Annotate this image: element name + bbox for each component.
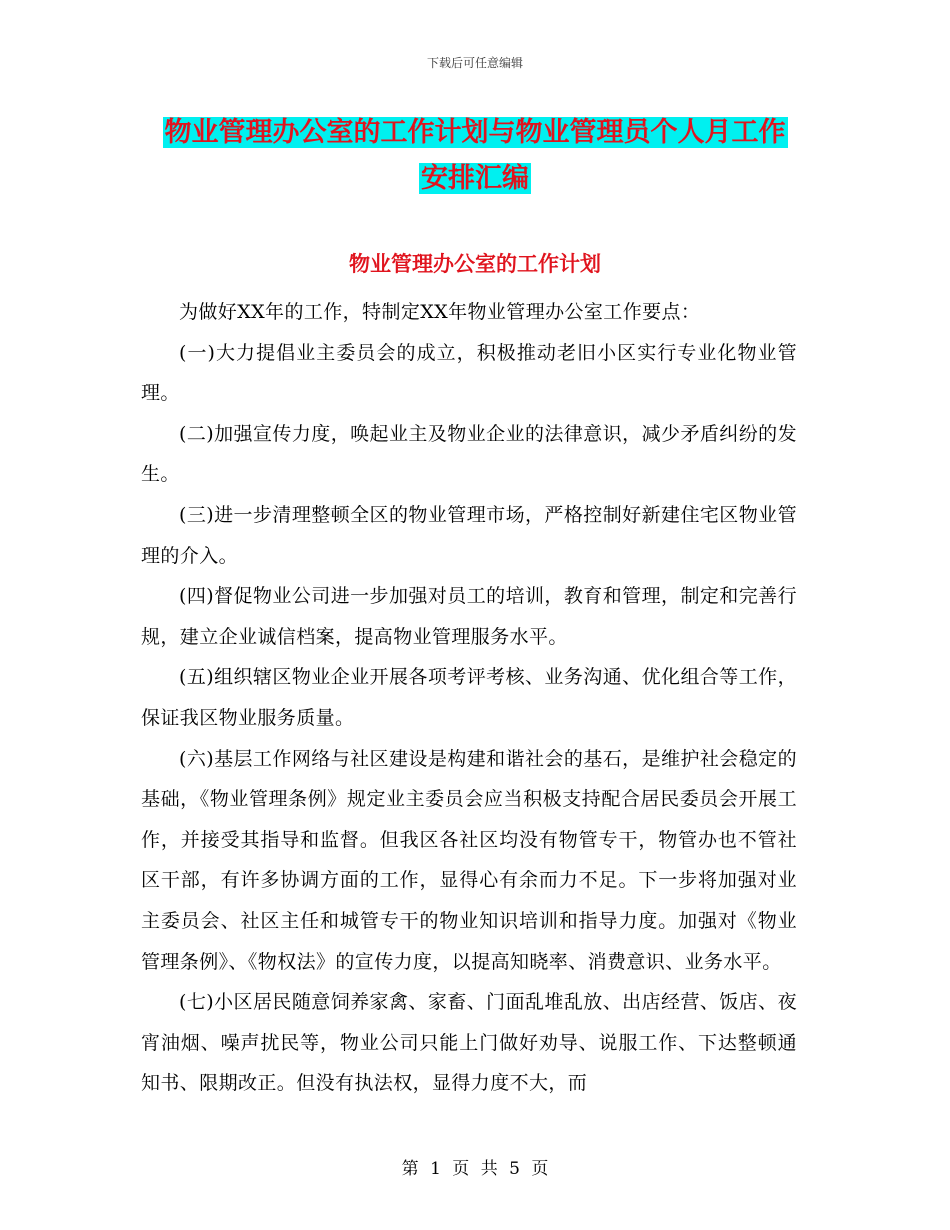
paragraph: (一)大力提倡业主委员会的成立，积极推动老旧小区实行专业化物业管理。 [141,341,797,405]
document-title-line-2: 安排汇编 [421,163,529,194]
paragraph: (六)基层工作网络与社区建设是构建和谐社会的基石，是维护社会稳定的基础，《物业管理条例》规定业主委员会应当积极支持配合居民委员会开展工作，并接受其指导和监督。但我区各社区均没有物管专干，物管办也不管社区干部，有许多协调方面的工作，显得心有余而力不足。下一步将加强对业主委员会、社区主任和城管专干的物业知识培训和指导力度。加强对《物业管理条例》、《物权法》的宣传力度，以提高知晓率、消费意识、业务水平。 [141,747,797,973]
document-title-line-1: 物业管理办公室的工作计划与物业管理员个人月工作 [164,117,786,148]
document-title [140,110,810,202]
section-title: 物业管理办公室的工作计划 [349,251,601,276]
page-number-footer: 第 1 页 共 5 页 [401,1159,549,1179]
page-header-note: 下载后可任意编辑 [426,56,523,70]
body-text [141,292,797,1104]
paragraph: (五)组织辖区物业企业开展各项考评考核、业务沟通、优化组合等工作，保证我区物业服务质量。 [141,666,797,729]
paragraph: (七)小区居民随意饲养家禽、家畜、门面乱堆乱放、出店经营、饭店、夜宵油烟、噪声扰民等，物业公司只能上门做好劝导、说服工作、下达整顿通知书、限期改正。但没有执法权，显得力度不大，而 [141,991,797,1095]
paragraph: (二)加强宣传力度，唤起业主及物业企业的法律意识，减少矛盾纠纷的发生。 [141,422,797,486]
paragraph: (四)督促物业公司进一步加强对员工的培训，教育和管理，制定和完善行规，建立企业诚信档案，提高物业管理服务水平。 [141,585,797,648]
paragraph: 为做好XX年的工作，特制定XX年物业管理办公室工作要点： [179,301,701,323]
paragraph: (三)进一步清理整顿全区的物业管理市场，严格控制好新建住宅区物业管理的介入。 [141,503,797,567]
